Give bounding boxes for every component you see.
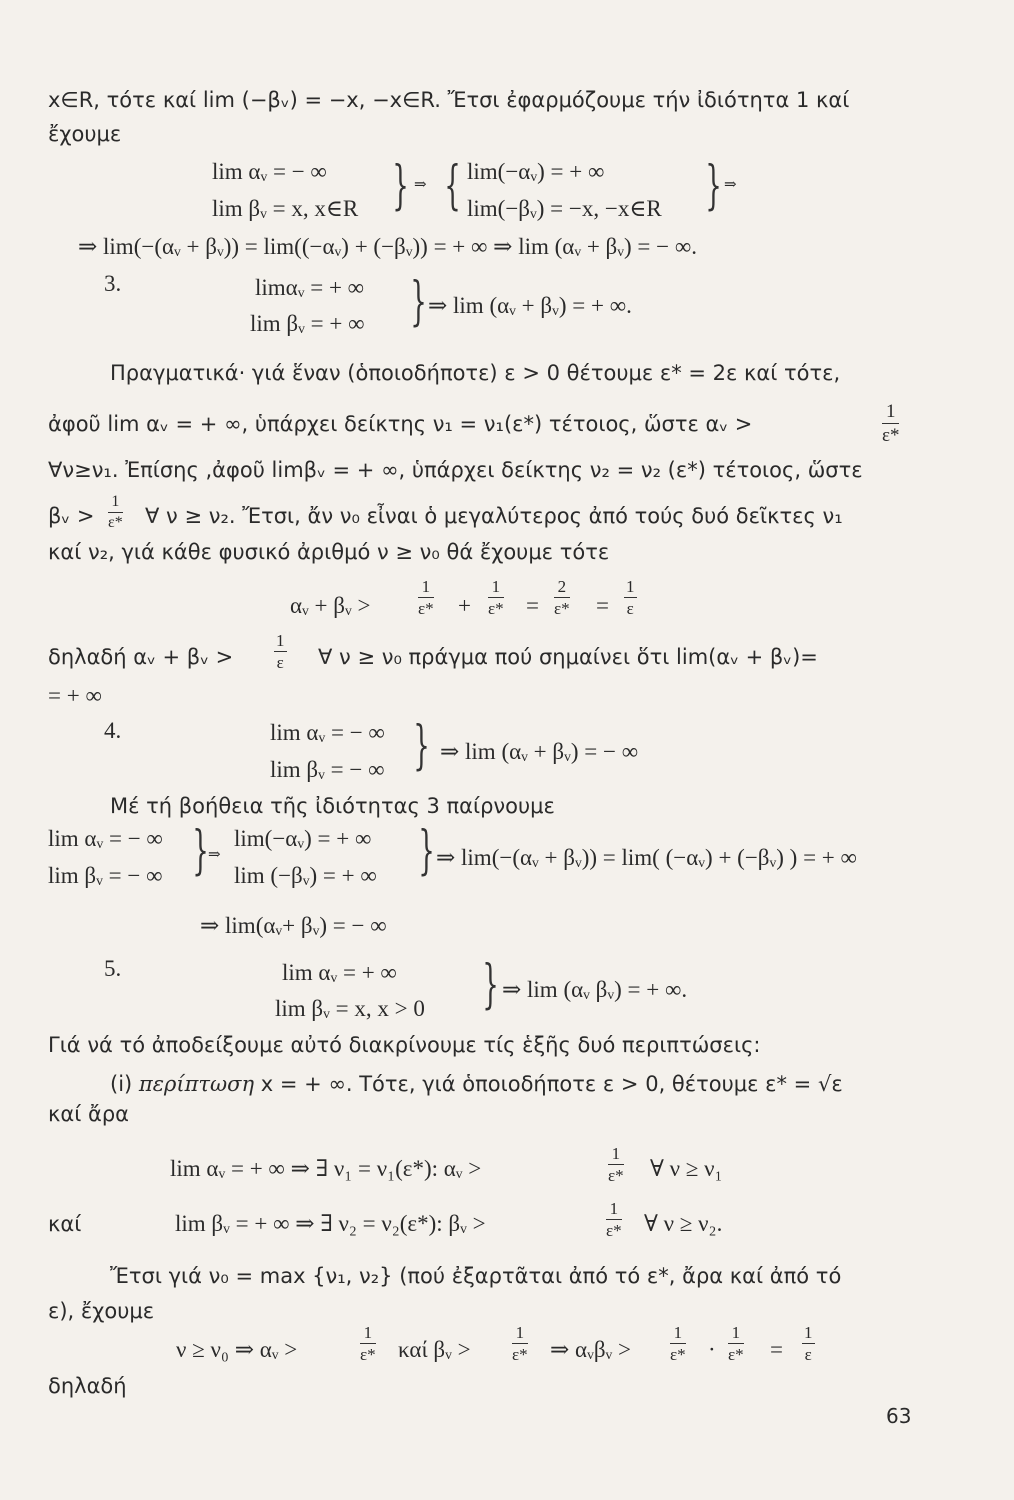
equation: ⇒ lim (αᵥ βᵥ) = + ∞. [502,977,688,1002]
text-line: Πραγματικά· γιά ἕναν (ὁποιοδήποτε) ε > 0 θέτουμε ε* = 2ε καί τότε, [110,361,841,385]
item-number: 5. [104,956,122,981]
text-line: Γιά νά τό ἀποδείξουμε αὐτό διακρίνουμε τίς ἑξῆς δυό περιπτώσεις: [48,1033,761,1057]
equation: ⇒ αᵥβᵥ > [550,1337,632,1362]
equals-sign: = [526,593,539,618]
right-brace: } [410,272,427,332]
implies-arrow: ⇒ [414,177,427,193]
text-line: βᵥ > [48,504,95,528]
dot-operator: · [708,1337,716,1362]
equation: αᵥ + βᵥ > [290,593,371,618]
text-line: δηλαδή [48,1374,127,1398]
equation: lim βᵥ = + ∞ [250,311,365,336]
equation: lim βᵥ = − ∞ [270,757,385,782]
equation: lim αᵥ = − ∞ [270,720,385,745]
equation: lim βᵥ = − ∞ [48,863,163,888]
right-brace: } [192,821,209,881]
equation: lim αᵥ = + ∞ ⇒ ∃ ν₁ = ν₁(ε*): αᵥ > [170,1156,482,1181]
fraction: 2 ε* [554,577,570,618]
item-number: 3. [104,271,122,296]
equation: ∀ ν ≥ ν₂. [644,1211,723,1236]
equation: ⇒ lim(−(αᵥ + βᵥ)) = lim((−αᵥ) + (−βᵥ)) = + ∞ ⇒ lim (αᵥ + βᵥ) = − ∞. [78,234,698,259]
plus-sign: + [458,593,471,618]
fraction: 1 ε* [670,1323,686,1364]
text-line: (i) περίπτωση x = + ∞. Τότε, γιά ὁποιοδήποτε ε > 0, θέτουμε ε* = √ε [110,1072,843,1096]
text-line: καί [48,1212,82,1236]
left-brace: { [444,156,461,216]
equation: lim βᵥ = + ∞ ⇒ ∃ ν₂ = ν₂(ε*): βᵥ > [175,1211,486,1236]
equation: ⇒ lim(−(αᵥ + βᵥ)) = lim( (−αᵥ) + (−βᵥ) ) = + ∞ [436,845,857,870]
implies-arrow: ⇒ [724,177,737,193]
equation: lim(−βᵥ) = −x, −x∈R [467,196,662,221]
text-line: x∈R, τότε καί lim (−βᵥ) = −x, −x∈R. Ἔτσι ἐφαρμόζουμε τήν ἰδιότητα 1 καί [48,88,850,112]
equation: ν ≥ ν₀ ⇒ αᵥ > [176,1337,298,1362]
equation: limαᵥ = + ∞ [255,275,365,300]
text-line: Ἔτσι γιά ν₀ = max {ν₁, ν₂} (πού ἐξαρτᾶται ἀπό τό ε*, ἄρα καί ἀπό τό [110,1264,842,1288]
text-line: δηλαδή αᵥ + βᵥ > [48,645,234,669]
item-number: 4. [104,718,122,743]
fraction: 1 ε* [488,577,504,618]
fraction: 1 ε* [608,1144,624,1185]
fraction: 1 ε [626,577,635,618]
equation: lim αᵥ = − ∞ [48,826,163,851]
text-line: ∀ ν ≥ ν₂. Ἔτσι, ἄν ν₀ εἶναι ὁ μεγαλύτερος ἀπό τούς δυό δεῖκτες ν₁ [145,504,843,528]
equals-sign: = [770,1337,783,1362]
implies-arrow: ⇒ [208,847,221,863]
text-line: καί ἄρα [48,1102,130,1126]
equation: ∀ ν ≥ ν₁ [650,1156,723,1181]
equation: ⇒ lim (αᵥ + βᵥ) = − ∞ [440,739,639,764]
fraction: 1 ε* [418,577,434,618]
equation: lim βᵥ = x, x∈R [212,196,359,221]
right-brace: } [418,821,435,881]
text-line: ἀφοῦ lim αᵥ = + ∞, ὑπάρχει δείκτης ν₁ = ν₁(ε*) τέτοιος, ὥστε αᵥ > [48,412,753,436]
fraction: 1 ε* [728,1323,744,1364]
equation: lim βᵥ = x, x > 0 [275,996,425,1021]
equation: lim (−βᵥ) = + ∞ [234,863,377,888]
equation: lim(−αᵥ) = + ∞ [467,159,605,184]
text-line: ε), ἔχουμε [48,1299,155,1323]
fraction: 1 ε* [606,1199,622,1240]
fraction: 1 ε* [360,1323,376,1364]
equation: καί βᵥ > [398,1337,471,1362]
equals-sign: = [596,593,609,618]
equation: ⇒ lim(αᵥ+ βᵥ) = − ∞ [200,913,387,938]
fraction: 1 ε* [882,401,900,446]
fraction: 1 ε* [108,493,123,531]
right-brace: } [392,156,409,216]
text-line: καί ν₂, γιά κάθε φυσικό ἀριθμό ν ≥ ν₀ θά ἔχουμε τότε [48,540,610,564]
fraction: 1 ε [804,1323,813,1364]
fraction: 1 ε* [512,1323,528,1364]
text-line: ∀ ν ≥ ν₀ πράγμα πού σημαίνει ὅτι lim(αᵥ + βᵥ)= [318,645,818,669]
page-number: 63 [886,1404,912,1428]
text-line: ἔχουμε [48,122,122,146]
text-line: ∀ν≥ν₁. Ἐπίσης ,ἀφοῦ limβᵥ = + ∞, ὑπάρχει δείκτης ν₂ = ν₂ (ε*) τέτοιος, ὥστε [48,458,863,482]
equation: lim αᵥ = − ∞ [212,159,327,184]
equation: lim αᵥ = + ∞ [282,960,397,985]
equation: lim(−αᵥ) = + ∞ [234,826,372,851]
fraction: 1 ε [276,631,285,672]
text-line: Μέ τή βοήθεια τῆς ἰδιότητας 3 παίρνουμε [110,794,555,818]
equation: = + ∞ [48,683,102,708]
right-brace: } [482,955,499,1015]
right-brace: } [705,156,722,216]
equation: ⇒ lim (αᵥ + βᵥ) = + ∞. [428,293,632,318]
right-brace: } [413,716,430,776]
